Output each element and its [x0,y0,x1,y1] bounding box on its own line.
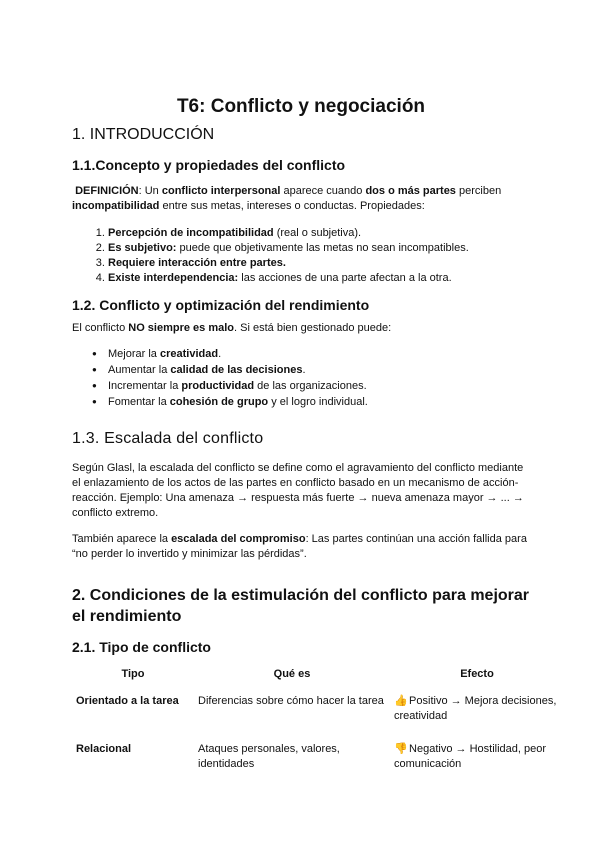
bold-text: Requiere interacción entre partes. [108,257,286,269]
table-cell: Ataques personales, valores, identidades [198,743,340,770]
table-cell: Orientado a la tarea [76,695,179,707]
bold-text: creatividad [159,348,219,360]
section-1-1-heading [72,157,345,173]
compromise-paragraph [72,532,530,562]
column-header: Efecto [460,668,494,680]
text: Positivo → Mejora decisiones, creatividad [394,695,557,722]
section-1-2-text: 1.2. Conflicto y optimización del rendimiento [72,297,370,313]
document-title: T6: Conflicto y negociación [176,96,426,117]
definition-paragraph [72,184,530,214]
table-row [72,738,564,786]
bold-text: Percepción de incompatibilidad [108,227,274,239]
table-cell [390,690,564,738]
section-1-heading: 1. INTRODUCCIÓN [72,126,215,143]
list-item [108,271,469,286]
thumbs-down-icon: 👎 [394,743,408,755]
bold-text: cohesión de grupo [169,396,269,408]
section-1-2-heading [72,297,369,313]
text: Aumentar la [108,364,171,376]
text: También aparece la [72,533,172,545]
column-header: Qué es [273,668,311,680]
table-cell: Diferencias sobre cómo hacer la tarea [198,695,384,707]
list-item [108,226,469,241]
list-item [92,362,368,378]
table-row [72,690,564,738]
bold-text: Existe interdependencia: [108,272,239,284]
text: Incrementar la [108,380,182,392]
section-1-1-text: 1.1.Concepto y propiedades del conflicto [72,157,346,173]
bold-text: calidad de las decisiones [170,364,303,376]
definition-label: DEFINICIÓN [75,185,139,197]
section-2-heading [72,585,542,627]
table-cell [390,738,564,786]
text: El conflicto [72,322,129,334]
bold-text: productividad [181,380,255,392]
list-item [108,256,469,271]
list-item [92,394,368,410]
text: y el logro individual. [268,396,368,408]
text: de las organizaciones. [254,380,367,392]
text: : Un [138,185,162,197]
text: aparece cuando [280,185,366,197]
text: . [218,348,222,360]
table-header-row [72,664,564,690]
list-item [108,241,469,256]
text: Mejorar la [108,348,160,360]
bold-text: Es subjetivo: [108,242,177,254]
text: puede que objetivamente las metas no sean incompatibles. [176,242,469,254]
thumbs-up-icon: 👍 [394,695,408,707]
section-1-3-heading [72,430,263,448]
bold-text: NO siempre es malo [128,322,235,334]
bold-text: dos o más partes [365,185,456,197]
bold-text: conflicto interpersonal [161,185,281,197]
benefits-list [72,346,368,410]
properties-list [72,226,469,286]
column-header: Tipo [121,668,145,680]
text: . [302,364,306,376]
text: entre sus metas, intereses o conductas. Propiedades: [159,200,425,212]
text: Fomentar la [108,396,170,408]
table-cell: Relacional [76,743,132,755]
text: . Si está bien gestionado puede: [234,322,392,334]
text: perciben [455,185,502,197]
bold-text: escalada del compromiso [171,533,306,545]
bold-text: incompatibilidad [72,200,160,212]
conflict-type-table [72,664,564,786]
text: (real o subjetiva). [273,227,362,239]
list-item [92,378,368,394]
text: : Las partes continúan una acción fallida para “no perder lo invertido y minimizar las pérdidas”. [72,533,527,560]
section-1-2-paragraph [72,321,530,336]
section-2-1-text: 2.1. Tipo de conflicto [72,639,211,655]
section-1-3-text: 1.3. Escalada del conflicto [72,430,264,447]
text: Negativo → Hostilidad, peor comunicación [394,743,547,770]
section-1-3-paragraph: Según Glasl, la escalada del conflicto se define como el agravamiento del conflicto mediante el enlazamiento de los actos de las partes en conflicto basado en un mecanismo de acción-reacción. Ejemplo: Una amenaza → respuesta más fuerte → nueva amenaza mayor → ... → conflicto extremo. [72,462,524,519]
text: las acciones de una parte afectan a la otra. [238,272,452,284]
section-2-text: 2. Condiciones de la estimulación del conflicto para mejorar el rendimiento [72,587,530,625]
list-item [92,346,368,362]
section-2-1-heading [72,639,211,655]
